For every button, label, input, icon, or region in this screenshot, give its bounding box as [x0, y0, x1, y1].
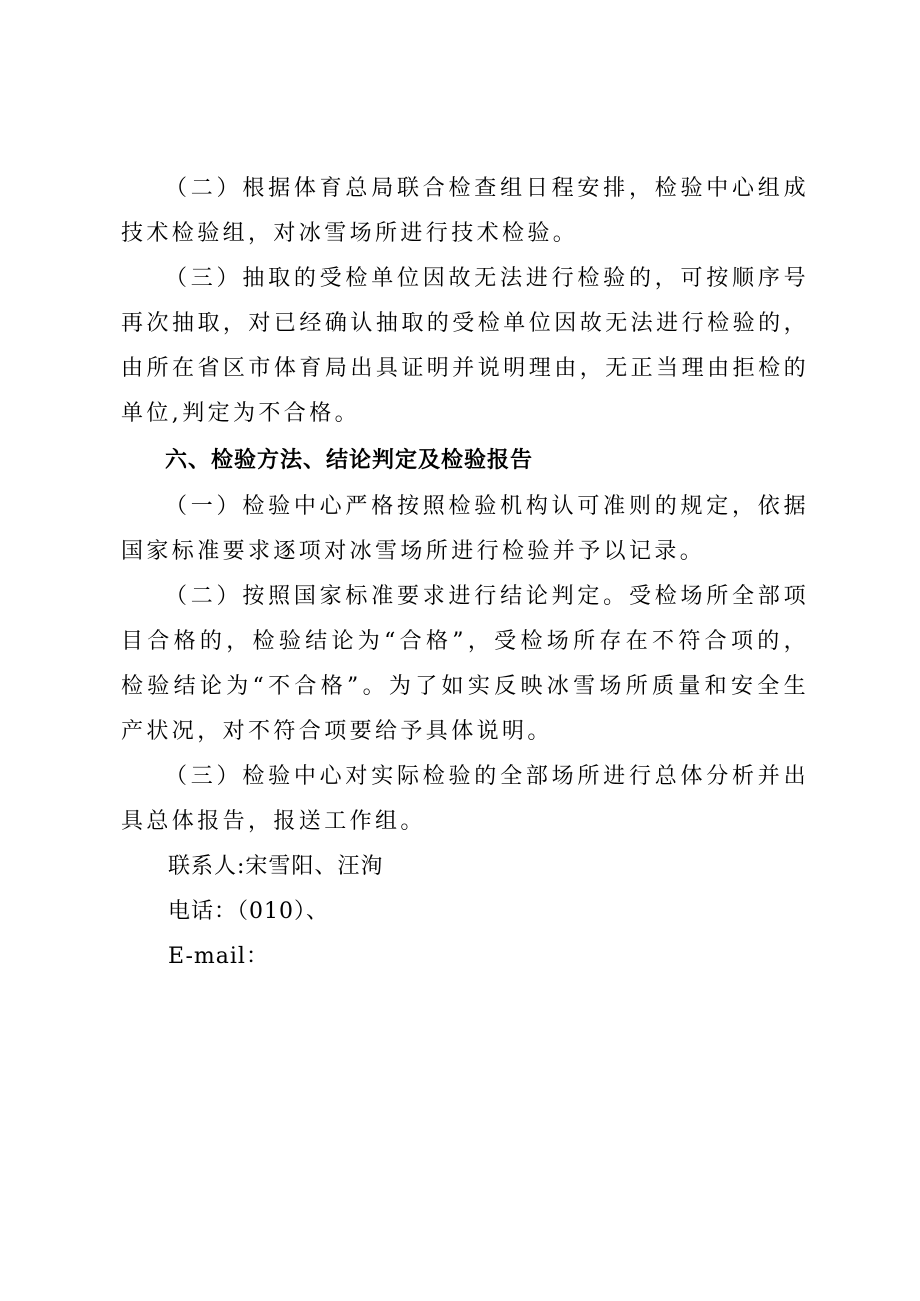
document-body	[121, 166, 809, 979]
contact-phone: 电话：（010）、	[168, 899, 329, 924]
paragraph-schedule: （二）根据体育总局联合检查组日程安排，检验中心组成技术检验组，对冰雪场所进行技术检验。	[121, 176, 809, 246]
paragraph-inspection-method: （一）检验中心严格按照检验机构认可准则的规定，依据国家标准要求逐项对冰雪场所进行检验并予以记录。	[121, 494, 809, 564]
paragraph-report: （三）检验中心对实际检验的全部场所进行总体分析并出具总体报告，报送工作组。	[121, 764, 809, 834]
contact-person: 联系人:宋雪阳、汪洵	[168, 854, 384, 879]
contact-email: E-mail：	[168, 944, 269, 969]
section-heading-six: 六、检验方法、结论判定及检验报告	[165, 448, 534, 473]
paragraph-conclusion: （二）按照国家标准要求进行结论判定。受检场所全部项目合格的，检验结论为“合格”，受检场所存在不符合项的，检验结论为“不合格”。为了如实反映冰雪场所质量和安全生产状况，对不符合项要给予具体说明。	[121, 584, 809, 744]
paragraph-substitution: （三）抽取的受检单位因故无法进行检验的，可按顺序号再次抽取，对已经确认抽取的受检单位因故无法进行检验的，由所在省区市体育局出具证明并说明理由，无正当理由拒检的单位,判定为不合格。	[121, 266, 809, 426]
